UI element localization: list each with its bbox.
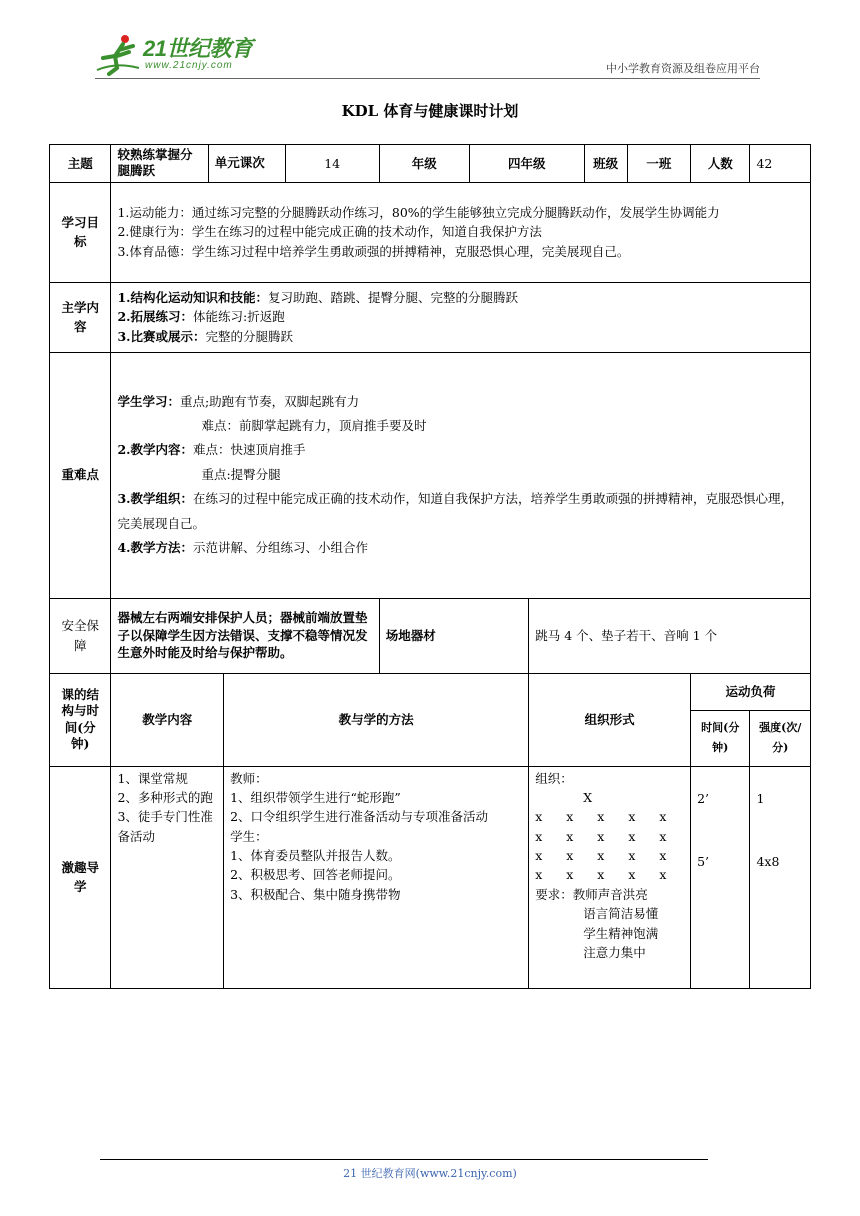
warmup-row xyxy=(50,766,811,988)
key-head: 3.教学组织： xyxy=(117,491,193,507)
venue-value: 跳马 4 个、垫子若干、音响 1 个 xyxy=(529,598,811,673)
req-line: 语言简洁易懂 xyxy=(583,906,659,922)
key-text: 重点:提臀分腿 xyxy=(201,466,281,482)
logo-text: 21世纪教育 xyxy=(143,36,253,61)
key-text: 示范讲解、分组练习、小组合作 xyxy=(193,539,369,555)
key-text: 难点：前脚掌起跳有力，顶肩推手要及时 xyxy=(201,418,427,434)
content-item: 体能练习:折返跑 xyxy=(193,309,285,325)
content-head: 1.结构化运动知识和技能： xyxy=(117,289,268,305)
warmup-organization xyxy=(529,766,691,988)
org-student-row: x x x x x xyxy=(535,867,677,883)
topic-row xyxy=(50,145,811,183)
content-head: 3.比赛或展示： xyxy=(117,328,206,344)
teaching-content-header: 教学内容 xyxy=(111,673,224,766)
platform-name: 中小学教育资源及组卷应用平台 xyxy=(606,62,760,75)
org-student-row: x x x x x xyxy=(535,809,677,825)
intensity-value: 1 xyxy=(756,790,765,806)
org-student-row: x x x x x xyxy=(535,828,677,844)
page-header xyxy=(95,32,760,78)
header-divider xyxy=(95,78,760,79)
req-line: 注意力集中 xyxy=(583,944,646,960)
warmup-times xyxy=(691,766,750,988)
student-label: 学生： xyxy=(230,828,268,844)
lesson-plan-table xyxy=(49,144,811,989)
key-text: 重点;助跑有节奏，双脚起跳有力 xyxy=(179,393,360,409)
class-label: 班级 xyxy=(584,145,627,183)
time-value: 2’ xyxy=(697,790,709,806)
method-header: 教与学的方法 xyxy=(224,673,529,766)
teacher-label: 教师： xyxy=(230,770,268,786)
intensity-value: 4x8 xyxy=(756,853,780,869)
content-head: 2.拓展练习： xyxy=(117,309,193,325)
org-label: 组织： xyxy=(535,770,573,786)
key-points-text xyxy=(111,352,811,598)
organization-header: 组织形式 xyxy=(529,673,691,766)
safety-text: 器械左右两端安排保护人员；器械前端放置垫子以保障学生因方法错误、支撑不稳等情况发生意外时能及时给与保护帮助。 xyxy=(111,598,379,673)
grade-label: 年级 xyxy=(379,145,469,183)
safety-row xyxy=(50,598,811,673)
runner-logo-icon xyxy=(95,32,141,76)
key-head: 4.教学方法： xyxy=(117,539,193,555)
teacher-item: 2、口令组织学生进行准备活动与专项准备活动 xyxy=(230,809,489,825)
key-head: 2.教学内容： xyxy=(117,442,193,458)
page-title: KDL 体育与健康课时计划 xyxy=(341,102,519,120)
key-points-row xyxy=(50,352,811,598)
teacher-item: 1、组织带领学生进行“蛇形跑” xyxy=(230,789,401,805)
content-item: 3、徒手专门性准备活动 xyxy=(117,809,213,844)
content-item: 1、课堂常规 xyxy=(117,770,188,786)
key-text: 难点：快速顶肩推手 xyxy=(193,442,306,458)
structure-col-label: 课的结构与时间(分钟) xyxy=(50,673,111,766)
key-points-label: 重难点 xyxy=(50,352,111,598)
venue-label: 场地器材 xyxy=(379,598,529,673)
req-label: 要求： xyxy=(535,886,573,902)
content-text xyxy=(111,282,811,352)
warmup-methods xyxy=(224,766,529,988)
topic-value: 较熟练掌握分腿腾跃 xyxy=(111,145,208,183)
student-item: 3、积极配合、集中随身携带物 xyxy=(230,886,401,902)
time-header: 时间(分钟) xyxy=(691,710,750,766)
structure-header-row xyxy=(50,673,811,710)
class-value: 一班 xyxy=(627,145,690,183)
warmup-contents xyxy=(111,766,224,988)
logo-url: www.21cnjy.com xyxy=(145,60,233,71)
load-header: 运动负荷 xyxy=(691,673,811,710)
count-value: 42 xyxy=(750,145,811,183)
content-item: 复习助跑、踏跳、提臀分腿、完整的分腿腾跃 xyxy=(268,289,519,305)
content-label: 主学内容 xyxy=(50,282,111,352)
org-student-row: x x x x x xyxy=(535,848,677,863)
unit-label: 单元课次 xyxy=(208,145,285,183)
count-label: 人数 xyxy=(691,145,750,183)
content-item: 2、多种形式的跑 xyxy=(117,789,213,805)
safety-label: 安全保障 xyxy=(50,598,111,673)
objectives-row xyxy=(50,182,811,282)
time-value: 5’ xyxy=(697,853,709,869)
key-head: 学生学习： xyxy=(117,393,180,409)
org-teacher-mark: X xyxy=(583,789,593,805)
logo xyxy=(95,32,265,78)
content-item: 完整的分腿腾跃 xyxy=(205,328,294,344)
unit-value: 14 xyxy=(285,145,379,183)
student-item: 2、积极思考、回答老师提问。 xyxy=(230,867,401,883)
warmup-intensities xyxy=(750,766,811,988)
intensity-header: 强度(次/分) xyxy=(750,710,811,766)
warmup-label: 激趣导学 xyxy=(50,766,111,988)
objective-line: 1.运动能力：通过练习完整的分腿腾跃动作练习，80%的学生能够独立完成分腿腾跃动作，发展学生协调能力 xyxy=(117,204,720,220)
objectives-label: 学习目标 xyxy=(50,182,111,282)
objective-line: 2.健康行为：学生在练习的过程中能完成正确的技术动作，知道自我保护方法 xyxy=(117,224,542,240)
grade-value: 四年级 xyxy=(469,145,584,183)
objective-line: 3.体育品德：学生练习过程中培养学生勇敢顽强的拼搏精神，克服恐惧心理，完美展现自己。 xyxy=(117,243,630,259)
objectives-text xyxy=(111,182,811,282)
student-item: 1、体育委员整队并报告人数。 xyxy=(230,848,401,863)
req-line: 学生精神饱满 xyxy=(583,925,659,941)
topic-label: 主题 xyxy=(50,145,111,183)
content-row xyxy=(50,282,811,352)
req-line: 教师声音洪亮 xyxy=(572,886,648,902)
page-footer: 21 世纪教育网(www.21cnjy.com) xyxy=(343,1167,517,1180)
key-text: 在练习的过程中能完成正确的技术动作，知道自我保护方法，培养学生勇敢顽强的拼搏精神，克服恐惧心理，完美展现自己。 xyxy=(117,491,794,531)
footer-divider xyxy=(100,1159,708,1160)
